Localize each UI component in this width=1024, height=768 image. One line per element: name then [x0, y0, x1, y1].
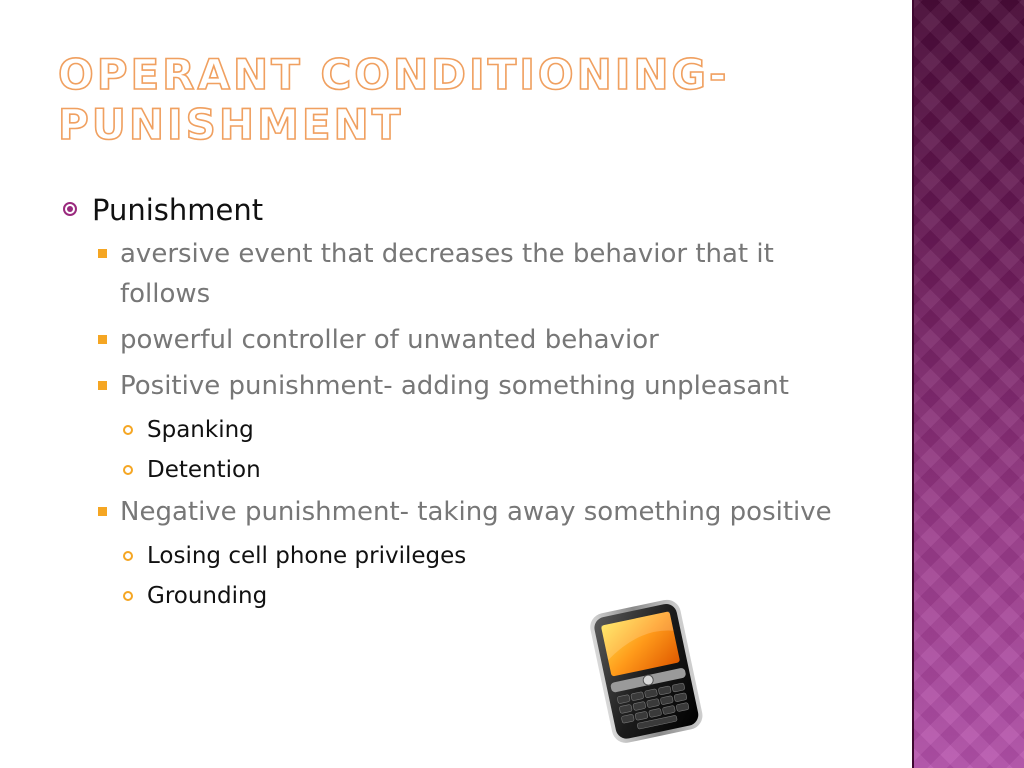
ring-bullet-icon	[123, 591, 133, 601]
subbullet-item	[60, 492, 850, 532]
decorative-side-band	[912, 0, 1024, 768]
example-text: Grounding	[147, 583, 268, 609]
subbullet-text: powerful controller of unwanted behavior	[120, 325, 659, 355]
bullet-text: Punishment	[92, 193, 264, 227]
ring-bullet-icon	[123, 465, 133, 475]
circle-bullet-icon	[63, 202, 77, 216]
subbullet-text: aversive event that decreases the behavior that it follows	[120, 239, 774, 309]
subbullet-text: Positive punishment- adding something unpleasant	[120, 371, 789, 401]
subbullet-item	[60, 320, 850, 360]
example-item	[60, 452, 850, 488]
example-text: Spanking	[147, 417, 254, 443]
example-item	[60, 412, 850, 448]
bullet-list	[60, 190, 850, 618]
square-bullet-icon	[98, 381, 107, 390]
square-bullet-icon	[98, 507, 107, 516]
example-item	[60, 578, 850, 614]
example-text: Losing cell phone privileges	[147, 543, 467, 569]
square-bullet-icon	[98, 335, 107, 344]
example-item	[60, 538, 850, 574]
ring-bullet-icon	[123, 425, 133, 435]
subbullet-text: Negative punishment- taking away something positive	[120, 497, 832, 527]
square-bullet-icon	[98, 249, 107, 258]
cell-phone-icon	[578, 598, 708, 743]
example-text: Detention	[147, 457, 261, 483]
slide-title: OPERANT CONDITIONING- PUNISHMENT	[58, 50, 730, 149]
subbullet-item	[60, 234, 850, 314]
bullet-item-punishment	[60, 190, 850, 230]
subbullet-item	[60, 366, 850, 406]
ring-bullet-icon	[123, 551, 133, 561]
